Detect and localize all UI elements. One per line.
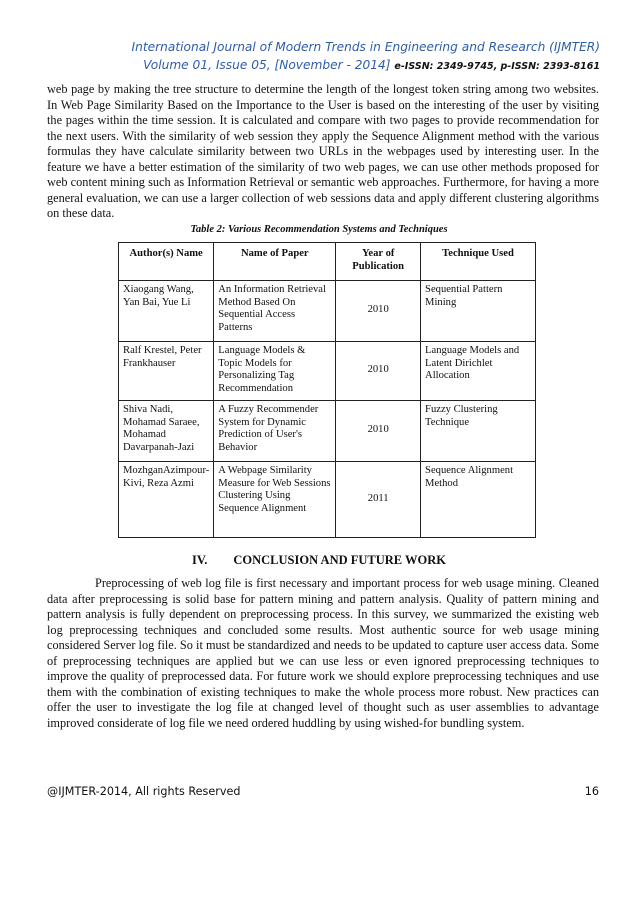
journal-header bbox=[0, 38, 600, 76]
column-header-author: Author(s) Name bbox=[119, 243, 214, 281]
cell-year: 2010 bbox=[336, 281, 421, 342]
table-row bbox=[119, 342, 536, 401]
journal-volume: Volume 01, Issue 05, [November - 2014] bbox=[143, 58, 391, 72]
column-header-technique: Technique Used bbox=[421, 243, 536, 281]
journal-issue-line bbox=[0, 56, 600, 76]
cell-paper: An Information Retrieval Method Based On Sequential Access Patterns bbox=[214, 281, 336, 342]
cell-author: Shiva Nadi, Mohamad Saraee, Mohamad Davarpanah-Jazi bbox=[119, 401, 214, 462]
cell-author: Ralf Krestel, Peter Frankhauser bbox=[119, 342, 214, 401]
table-row bbox=[119, 281, 536, 342]
conclusion-paragraph: Preprocessing of web log file is first necessary and important process for web usage mining. Cleaned data after preprocessing is solid base for pattern mining and pattern analysis. Quality of pattern mining and pattern analysis is fully dependent on preprocessing process. In this survey, we summarized the existing web log preprocessing techniques and concluded some results. Most authentic source for web usage mining considered Server log file. So it must be standardized and needs to be updated to capture user access data. Some of preprocessing techniques are applied but we can use less or even ignored preprocessing techniques to improve the quality of preprocessed data. For future work we should explore preprocessing techniques and use them with the combination of existing techniques to make the whole process more robust. New practices can offer the user to investigate the log file at changed level of thought such as user assemblies to advantage improved considerate of log file we need ordered huddling by using wished-for bundling system. bbox=[47, 576, 599, 730]
recommendation-systems-table bbox=[118, 242, 536, 538]
page-number: 16 bbox=[584, 785, 599, 798]
journal-issn: e-ISSN: 2349-9745, p-ISSN: 2393-8161 bbox=[394, 61, 600, 72]
section-number: IV. bbox=[191, 553, 208, 567]
section-heading bbox=[0, 553, 638, 568]
table-row bbox=[119, 401, 536, 462]
body-paragraph-1: web page by making the tree structure to determine the length of the longest token string among two websites. In Web Page Similarity Based on the Importance to the User is based on the interesting of the user by visiting the pages within the time session. It is calculated and compare with two pages to provide recommendation for the next users. With the similarity of web session they apply the Sequence Alignment method with the various formulas they have calculate similarity between two URLs in the webpages used by interesting user. In the feature we have a better estimation of the similarity of two web pages, we can use other methods proposed for web content mining such as Information Retrieval or semantic web approaches. Furthermore, for having a more general evaluation, we can use a larger collection of web sessions data and apply different clustering algorithms on these data. bbox=[47, 82, 599, 221]
page-footer bbox=[47, 785, 599, 798]
cell-year: 2011 bbox=[336, 462, 421, 538]
cell-technique: Language Models and Latent Dirichlet Allocation bbox=[421, 342, 536, 401]
cell-paper: A Fuzzy Recommender System for Dynamic Prediction of User's Behavior bbox=[214, 401, 336, 462]
cell-technique: Sequence Alignment Method bbox=[421, 462, 536, 538]
cell-technique: Fuzzy Clustering Technique bbox=[421, 401, 536, 462]
table-header-row bbox=[119, 243, 536, 281]
cell-paper: A Webpage Similarity Measure for Web Sessions Clustering Using Sequence Alignment bbox=[214, 462, 336, 538]
column-header-year: Year of Publication bbox=[336, 243, 421, 281]
section-title: CONCLUSION AND FUTURE WORK bbox=[233, 553, 447, 567]
cell-author: MozhganAzimpour-Kivi, Reza Azmi bbox=[119, 462, 214, 538]
table-caption: Table 2: Various Recommendation Systems and Techniques bbox=[190, 224, 448, 235]
column-header-paper: Name of Paper bbox=[214, 243, 336, 281]
cell-paper: Language Models & Topic Models for Personalizing Tag Recommendation bbox=[214, 342, 336, 401]
journal-title: International Journal of Modern Trends in Engineering and Research (IJMTER) bbox=[131, 40, 600, 54]
copyright-notice: @IJMTER-2014, All rights Reserved bbox=[47, 785, 241, 798]
cell-technique: Sequential Pattern Mining bbox=[421, 281, 536, 342]
cell-year: 2010 bbox=[336, 401, 421, 462]
table-row bbox=[119, 462, 536, 538]
cell-author: Xiaogang Wang, Yan Bai, Yue Li bbox=[119, 281, 214, 342]
cell-year: 2010 bbox=[336, 342, 421, 401]
